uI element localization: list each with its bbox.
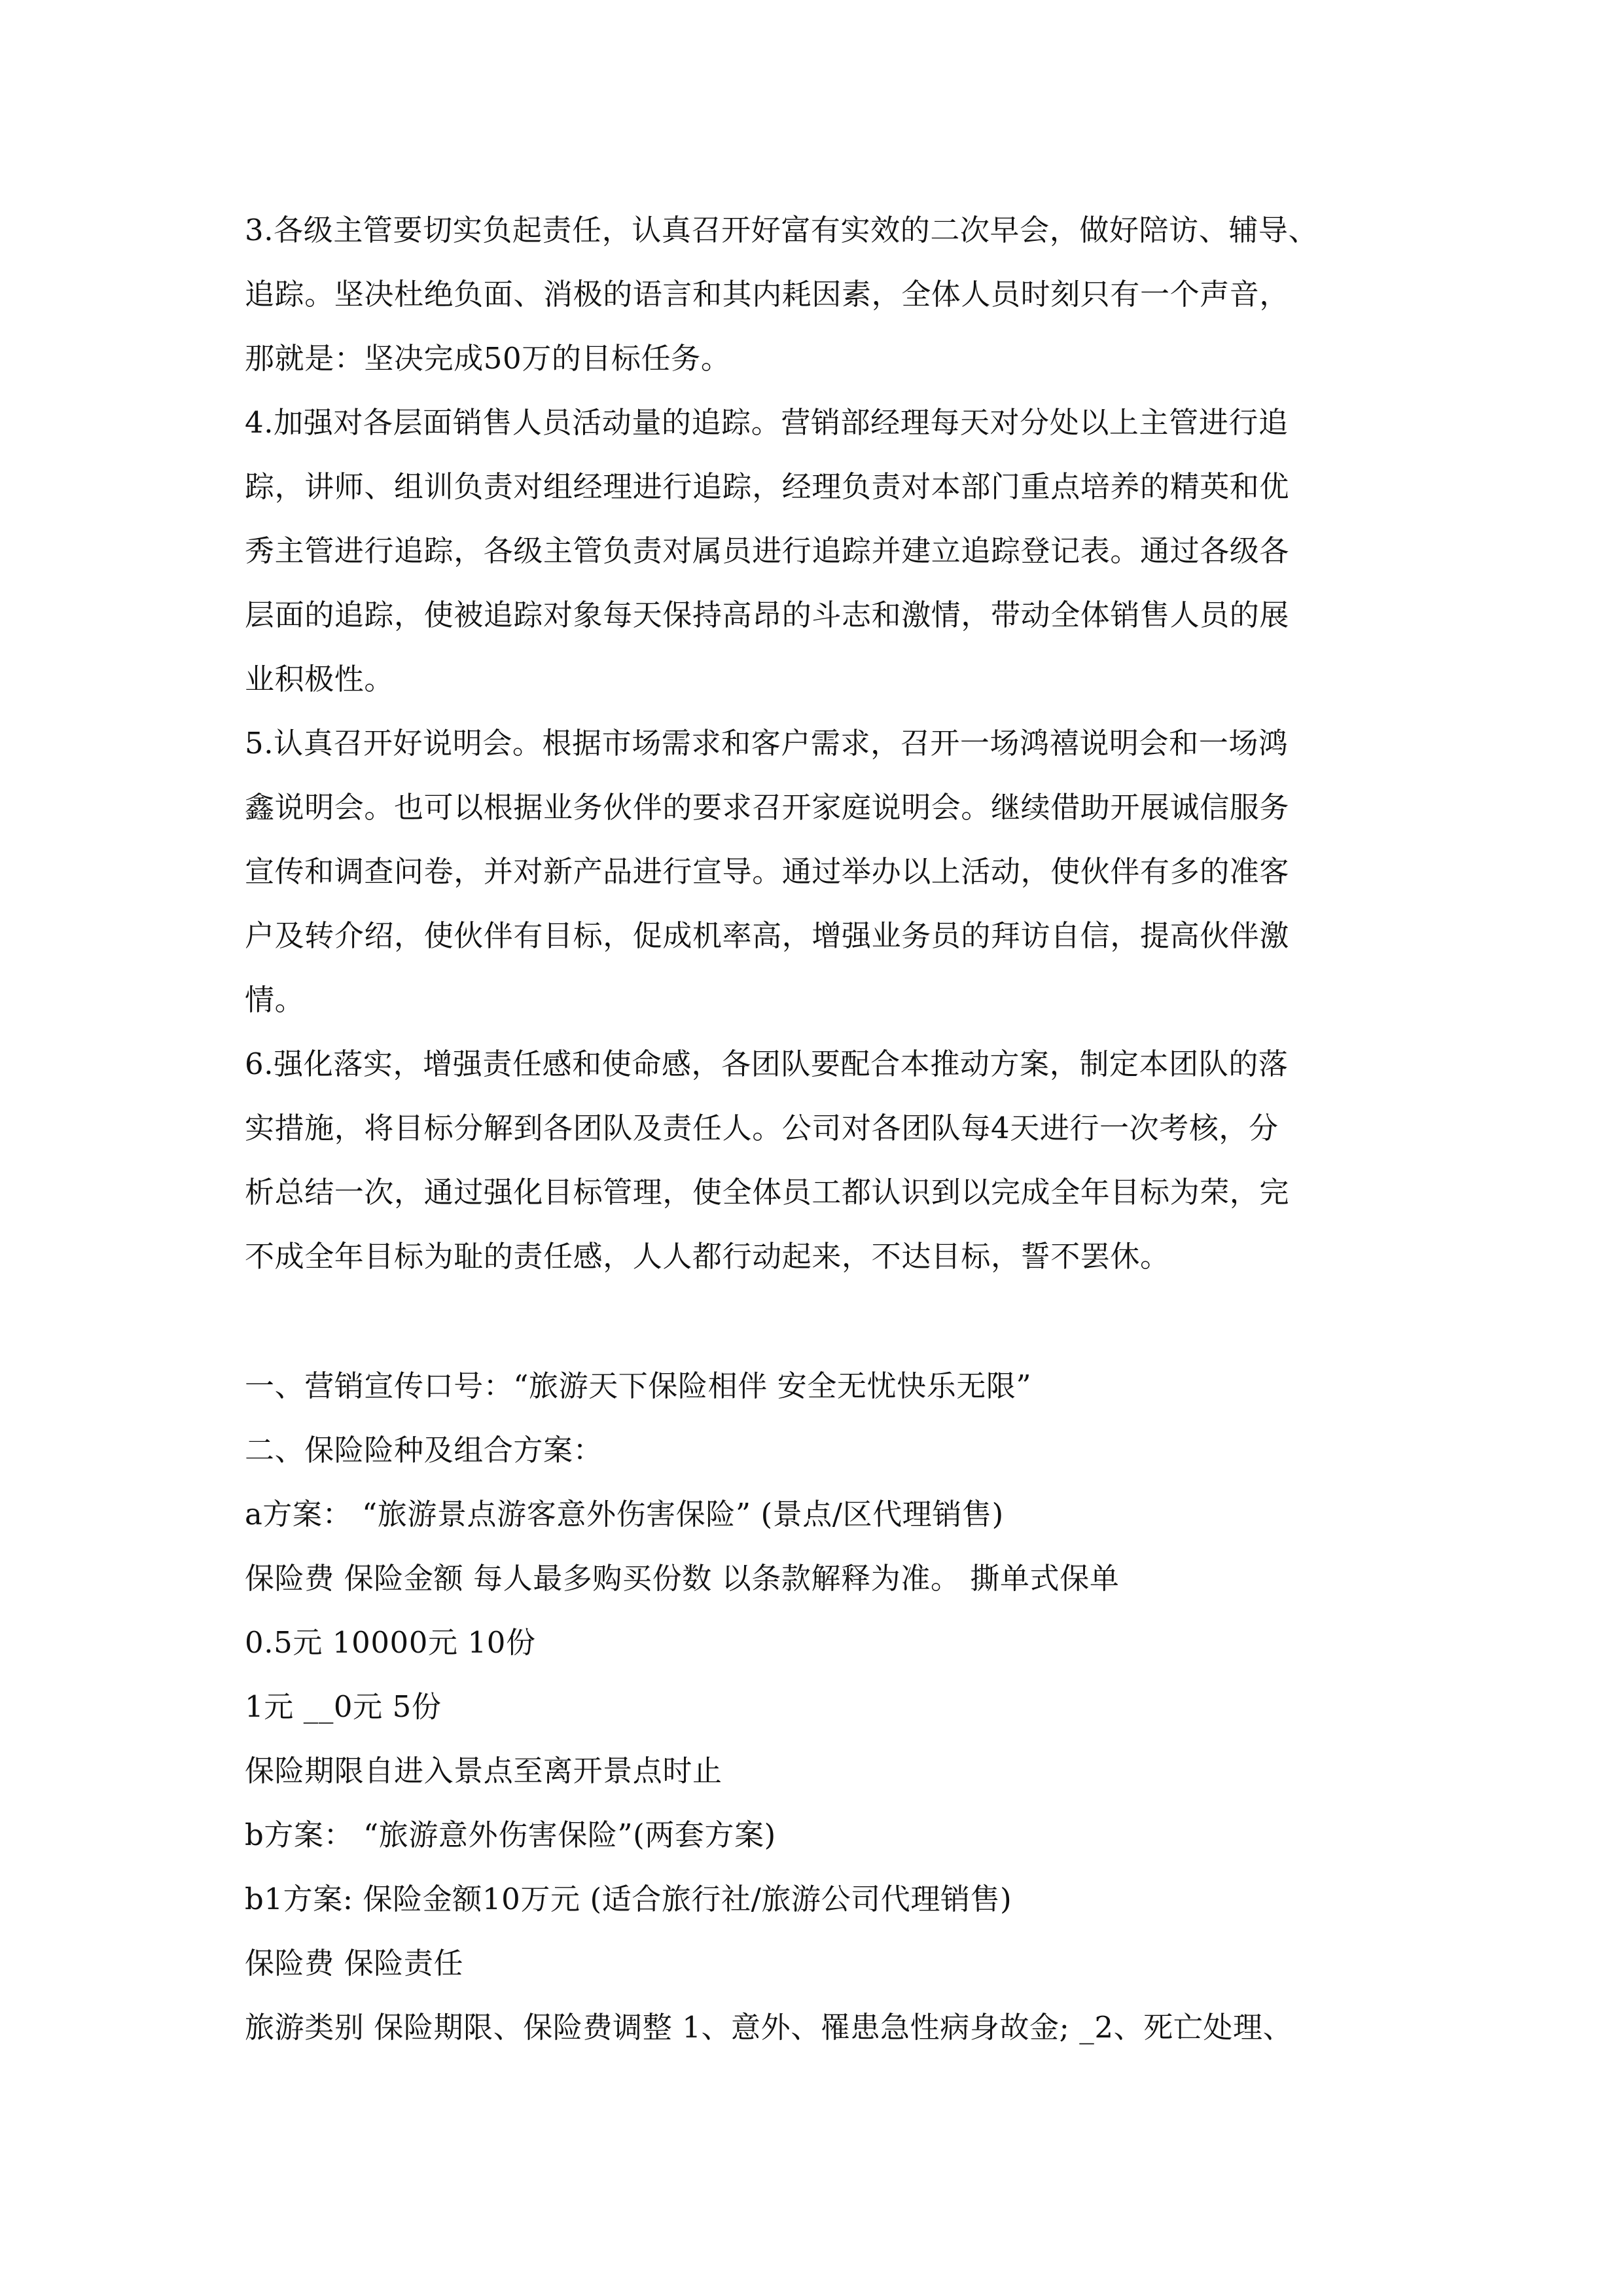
paragraph-line: 追踪。坚决杜绝负面、消极的语言和其内耗因素，全体人员时刻只有一个声音， [245, 277, 1290, 312]
paragraph-line: 6.强化落实，增强责任感和使命感，各团队要配合本推动方案，制定本团队的落 [245, 1047, 1289, 1081]
paragraph-line: 踪，讲师、组训负责对组经理进行追踪，经理负责对本部门重点培养的精英和优 [245, 469, 1290, 504]
paragraph-line: 5.认真召开好说明会。根据市场需求和客户需求，召开一场鸿禧说明会和一场鸿 [245, 726, 1289, 761]
paragraph-line: 3.各级主管要切实负起责任，认真召开好富有实效的二次早会，做好陪访、辅导、 [245, 213, 1319, 247]
section-gap [245, 1289, 1397, 1354]
paragraph-line: 4.加强对各层面销售人员活动量的追踪。营销部经理每天对分处以上主管进行追 [245, 405, 1289, 440]
plan-heading: 二、保险险种及组合方案： [245, 1433, 603, 1467]
slogan-heading: 一、营销宣传口号：“旅游天下保险相伴 安全无忧快乐无限” [245, 1369, 1032, 1403]
plan-a-title: a方案： “旅游景点游客意外伤害保险” (景点/区代理销售) [245, 1497, 1004, 1532]
paragraph-line: 宣传和调查问卷，并对新产品进行宣导。通过举办以上活动，使伙伴有多的准客 [245, 854, 1290, 889]
plan-b-title: b方案： “旅游意外伤害保险”(两套方案) [245, 1818, 776, 1852]
paragraph-line: 秀主管进行追踪，各级主管负责对属员进行追踪并建立追踪登记表。通过各级各 [245, 533, 1290, 568]
paragraph-line: 实措施，将目标分解到各团队及责任人。公司对各团队每4天进行一次考核，分 [245, 1111, 1279, 1145]
plan-b1-title: b1方案: 保险金额10万元 (适合旅行社/旅游公司代理销售) [245, 1882, 1012, 1916]
plan-b1-header-row: 保险费 保险责任 [245, 1946, 464, 1981]
paragraph-line: 户及转介绍，使伙伴有目标，促成机率高，增强业务员的拜访自信，提高伙伴激 [245, 918, 1290, 953]
paragraph-line: 业积极性。 [245, 662, 395, 696]
plan-a-row: 0.5元 10000元 10份 [245, 1625, 536, 1660]
plan-b1-row: 旅游类别 保险期限、保险费调整 1、意外、罹患急性病身故金; _2、死亡处理、 [245, 2010, 1293, 2045]
paragraph-line: 层面的追踪，使被追踪对象每天保持高昂的斗志和激情，带动全体销售人员的展 [245, 598, 1290, 632]
document-body [245, 198, 1397, 2060]
paragraph-line: 情。 [245, 982, 305, 1017]
paragraph-line: 不成全年目标为耻的责任感，人人都行动起来，不达目标，誓不罢休。 [245, 1239, 1170, 1274]
plan-a-period: 保险期限自进入景点至离开景点时止 [245, 1753, 722, 1788]
paragraph-line: 析总结一次，通过强化目标管理，使全体员工都认识到以完成全年目标为荣，完 [245, 1175, 1290, 1210]
paragraph-line: 鑫说明会。也可以根据业务伙伴的要求召开家庭说明会。继续借助开展诚信服务 [245, 790, 1290, 825]
paragraph-line: 那就是：坚决完成50万的目标任务。 [245, 341, 731, 376]
plan-a-header-row: 保险费 保险金额 每人最多购买份数 以条款解释为准。 撕单式保单 [245, 1561, 1120, 1596]
plan-a-row: 1元 __0元 5份 [245, 1689, 442, 1724]
